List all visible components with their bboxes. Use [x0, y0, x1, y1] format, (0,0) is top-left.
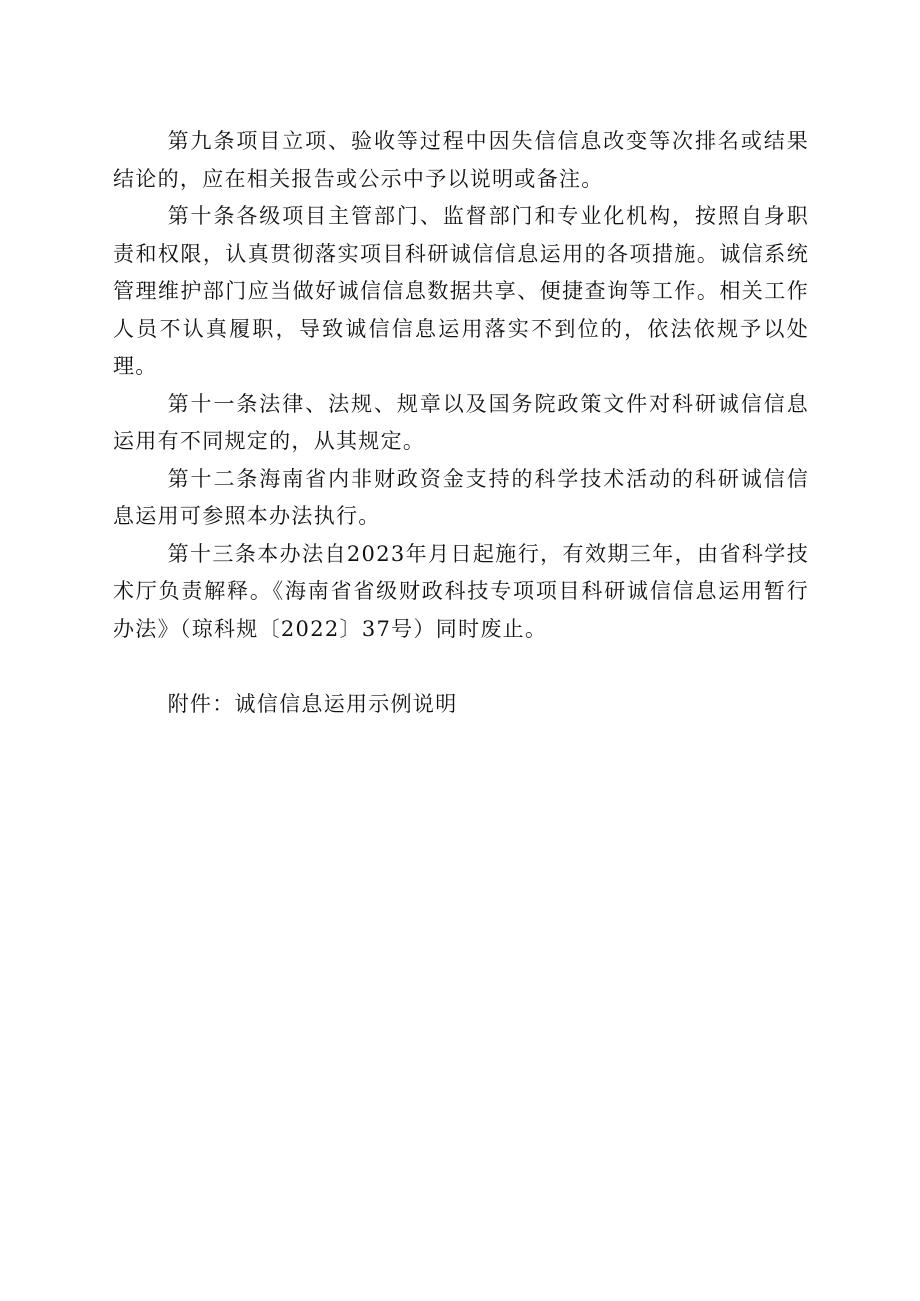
- article-12-paragraph: 第十二条海南省内非财政资金支持的科学技术活动的科研诚信信息运用可参照本办法执行。: [113, 466, 809, 528]
- attachment-note: 附件：诚信信息运用示例说明: [167, 692, 458, 716]
- article-11-paragraph: 第十一条法律、法规、规章以及国务院政策文件对科研诚信信息运用有不同规定的，从其规定。: [113, 391, 809, 453]
- article-9-paragraph: 第九条项目立项、验收等过程中因失信信息改变等次排名或结果结论的，应在相关报告或公示中予以说明或备注。: [113, 129, 809, 191]
- article-13-paragraph: 第十三条本办法自2023年月日起施行，有效期三年，由省科学技术厅负责解释。《海南省省级财政科技专项项目科研诚信信息运用暂行办法》（琼科规〔2022〕37号）同时废止。: [113, 541, 809, 641]
- article-10-paragraph: 第十条各级项目主管部门、监督部门和专业化机构，按照自身职责和权限，认真贯彻落实项目科研诚信信息运用的各项措施。诚信系统管理维护部门应当做好诚信信息数据共享、便捷查询等工作。相关工作人员不认真履职，导致诚信信息运用落实不到位的，依法依规予以处理。: [113, 204, 809, 378]
- document-body: [113, 123, 809, 724]
